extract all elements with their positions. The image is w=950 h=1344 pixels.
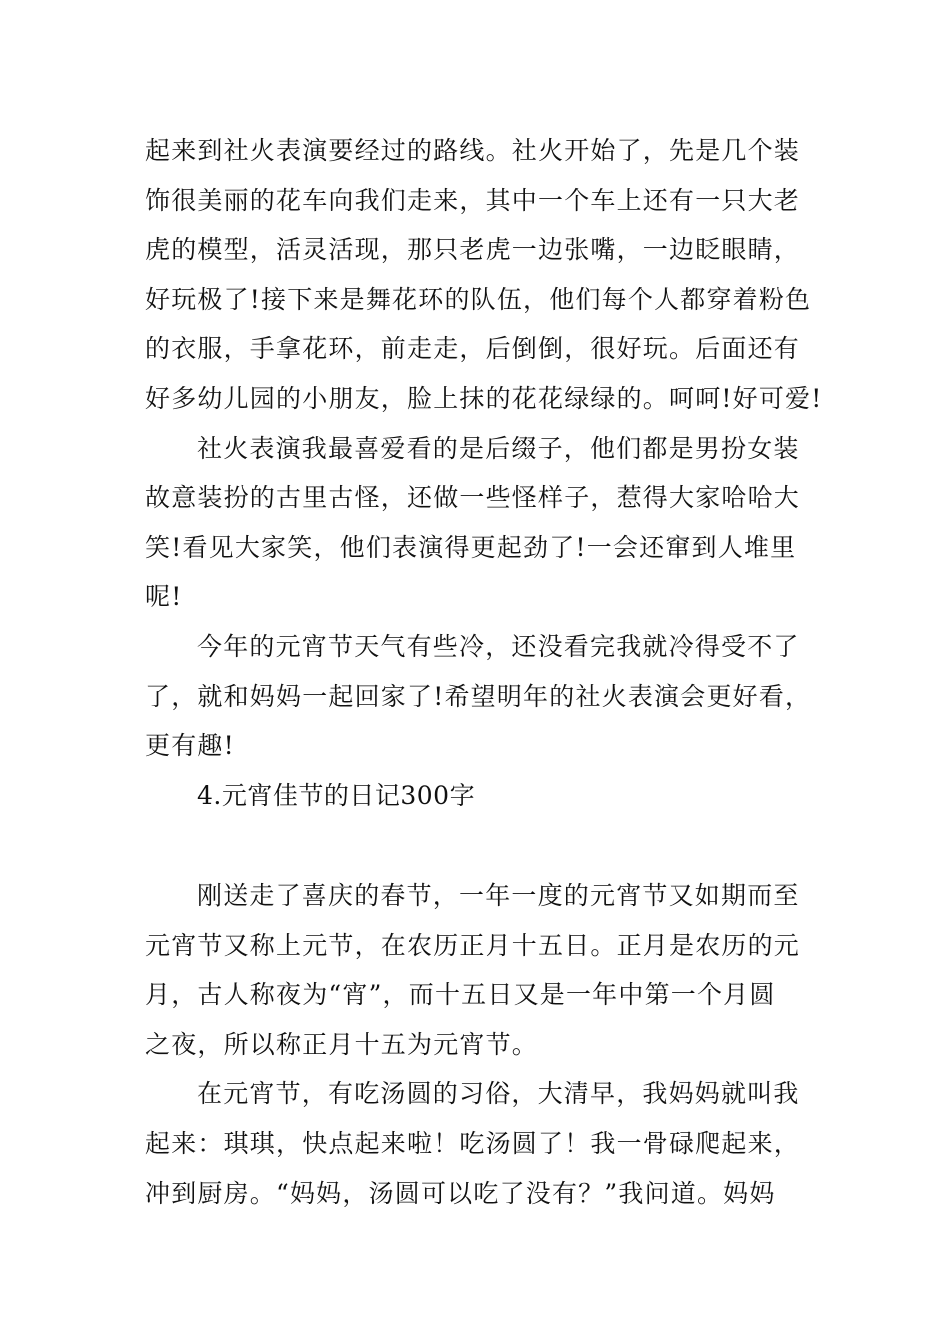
text-line: 饰很美丽的花车向我们走来，其中一个车上还有一只大老 [145, 185, 801, 215]
text-line: 元宵节又称上元节，在农历正月十五日。正月是农历的元 [145, 930, 801, 960]
text-line: 笑!看见大家笑，他们表演得更起劲了!一会还窜到人堆里 [145, 532, 797, 562]
text-line: 了，就和妈妈一起回家了!希望明年的社火表演会更好看， [145, 681, 812, 711]
text-line: 今年的元宵节天气有些冷，还没看完我就冷得受不了 [197, 631, 800, 661]
text-line: 起来：琪琪，快点起来啦！吃汤圆了！我一骨碌爬起来， [145, 1128, 801, 1158]
section-heading: 4.元宵佳节的日记300字 [197, 781, 476, 810]
text-line: 的衣服，手拿花环，前走走，后倒倒，很好玩。后面还有 [145, 334, 801, 364]
text-line: 之夜，所以称正月十五为元宵节。 [145, 1029, 539, 1059]
text-line: 刚送走了喜庆的春节，一年一度的元宵节又如期而至 [197, 881, 800, 910]
text-line: 月，古人称夜为“宵”，而十五日又是一年中第一个月圆 [145, 980, 776, 1010]
text-line: 好玩极了!接下来是舞花环的队伍，他们每个人都穿着粉色 [145, 284, 812, 314]
text-line: 呢! [145, 582, 183, 612]
text-line: 更有趣! [145, 731, 235, 761]
text-line: 故意装扮的古里古怪，还做一些怪样子，惹得大家哈哈大 [145, 483, 801, 513]
text-line: 好多幼儿园的小朋友，脸上抹的花花绿绿的。呵呵!好可爱! [145, 383, 823, 413]
diary-body-part-1 [145, 126, 823, 771]
text-line: 社火表演我最喜爱看的是后缀子，他们都是男扮女装 [197, 433, 800, 463]
text-line: 冲到厨房。“妈妈，汤圆可以吃了没有？”我问道。妈妈 [145, 1178, 776, 1208]
text-line: 虎的模型，活灵活现，那只老虎一边张嘴，一边眨眼睛， [145, 235, 801, 265]
text-line: 在元宵节，有吃汤圆的习俗，大清早，我妈妈就叫我 [197, 1079, 800, 1109]
diary-body-part-2 [145, 871, 810, 1218]
text-line: 起来到社火表演要经过的路线。社火开始了，先是几个装 [145, 136, 801, 165]
